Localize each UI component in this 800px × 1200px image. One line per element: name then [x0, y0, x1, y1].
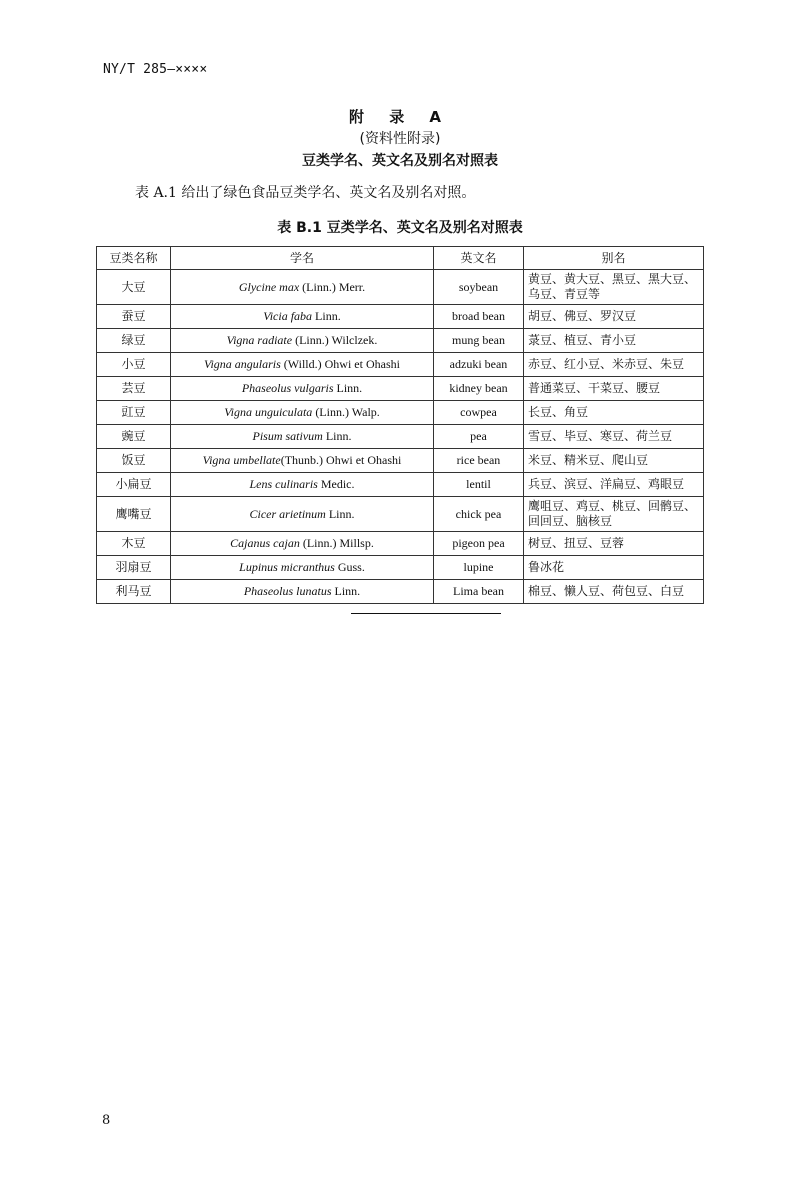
table-row — [97, 401, 704, 425]
cell-english-name: Lima bean — [434, 580, 524, 604]
table-row — [97, 449, 704, 473]
cell-english-name: lentil — [434, 473, 524, 497]
cell-scientific-name — [171, 580, 434, 604]
scientific-authority: Linn. — [333, 381, 363, 395]
scientific-binomial: Glycine max — [238, 279, 300, 294]
scientific-binomial: Vigna angularis — [204, 357, 281, 371]
header-alias: 别名 — [524, 247, 704, 270]
table-row — [97, 497, 704, 532]
scientific-binomial: Phaseolus vulgaris — [241, 381, 334, 395]
scientific-authority: (Linn.) Millsp. — [299, 536, 374, 550]
end-rule — [351, 613, 501, 614]
cell-alias: 菉豆、植豆、青小豆 — [524, 329, 704, 353]
header-bean-name: 豆类名称 — [97, 247, 171, 270]
cell-scientific-name — [171, 401, 434, 425]
cell-scientific-name — [171, 473, 434, 497]
table-row — [97, 270, 704, 305]
cell-bean-name: 羽扇豆 — [97, 556, 171, 580]
cell-bean-name: 饭豆 — [97, 449, 171, 473]
scientific-binomial: Vigna unguiculata — [224, 405, 313, 419]
cell-bean-name: 绿豆 — [97, 329, 171, 353]
cell-scientific-name — [171, 353, 434, 377]
scientific-binomial: Vigna radiate — [226, 333, 293, 347]
cell-alias: 普通菜豆、干菜豆、腰豆 — [524, 377, 704, 401]
cell-alias: 米豆、精米豆、爬山豆 — [524, 449, 704, 473]
scientific-authority: Linn. — [331, 584, 361, 598]
table-row — [97, 305, 704, 329]
cell-scientific-name — [171, 377, 434, 401]
scientific-authority: Linn. — [325, 506, 355, 521]
cell-alias: 树豆、扭豆、豆蓉 — [524, 532, 704, 556]
cell-alias: 棉豆、懒人豆、荷包豆、白豆 — [524, 580, 704, 604]
table-row — [97, 580, 704, 604]
cell-alias: 兵豆、滨豆、洋扁豆、鸡眼豆 — [524, 473, 704, 497]
table-header-row — [97, 247, 704, 270]
table-caption: 表 B.1 豆类学名、英文名及别名对照表 — [277, 220, 523, 236]
table-row — [97, 329, 704, 353]
cell-scientific-name — [171, 497, 434, 532]
cell-bean-name: 芸豆 — [97, 377, 171, 401]
cell-english-name: pigeon pea — [434, 532, 524, 556]
scientific-binomial: Lens culinaris — [249, 477, 318, 491]
annex-label: 附 录 A — [348, 108, 452, 126]
bean-names-table — [96, 246, 704, 604]
document-code: NY/T 285—×××× — [103, 62, 208, 77]
cell-alias: 黄豆、黄大豆、黑豆、黑大豆、乌豆、青豆等 — [524, 270, 704, 305]
scientific-authority: (Thunb.) Ohwi et Ohashi — [280, 453, 402, 467]
scientific-binomial: Vigna umbellate — [202, 453, 281, 467]
cell-bean-name: 利马豆 — [97, 580, 171, 604]
cell-english-name: kidney bean — [434, 377, 524, 401]
scientific-authority: (Linn.) Walp. — [312, 405, 380, 419]
scientific-authority: Medic. — [317, 477, 355, 491]
page-number: 8 — [102, 1113, 111, 1128]
table-row — [97, 353, 704, 377]
cell-alias: 赤豆、红小豆、米赤豆、朱豆 — [524, 353, 704, 377]
scientific-binomial: Cajanus cajan — [230, 536, 300, 550]
cell-english-name: adzuki bean — [434, 353, 524, 377]
header-english-name: 英文名 — [434, 247, 524, 270]
scientific-binomial: Cicer arietinum — [249, 506, 326, 521]
cell-scientific-name — [171, 425, 434, 449]
cell-alias: 雪豆、毕豆、寒豆、荷兰豆 — [524, 425, 704, 449]
cell-bean-name: 木豆 — [97, 532, 171, 556]
cell-scientific-name — [171, 449, 434, 473]
cell-bean-name: 小豆 — [97, 353, 171, 377]
scientific-authority: Linn. — [322, 429, 352, 443]
scientific-binomial: Vicia faba — [263, 309, 313, 323]
scientific-binomial: Phaseolus lunatus — [243, 584, 332, 598]
scientific-authority: (Linn.) Wilclzek. — [292, 333, 378, 347]
cell-bean-name: 小扁豆 — [97, 473, 171, 497]
cell-bean-name: 豌豆 — [97, 425, 171, 449]
scientific-authority: (Linn.) Merr. — [299, 279, 366, 294]
cell-english-name: soybean — [434, 270, 524, 305]
cell-scientific-name — [171, 556, 434, 580]
cell-bean-name: 蚕豆 — [97, 305, 171, 329]
table-row — [97, 425, 704, 449]
scientific-authority: Linn. — [312, 309, 341, 323]
table-row — [97, 556, 704, 580]
cell-bean-name: 鹰嘴豆 — [97, 497, 171, 532]
cell-english-name: rice bean — [434, 449, 524, 473]
annex-title: 豆类学名、英文名及别名对照表 — [302, 153, 498, 169]
cell-alias: 长豆、角豆 — [524, 401, 704, 425]
cell-scientific-name — [171, 532, 434, 556]
intro-paragraph: 表 A.1 给出了绿色食品豆类学名、英文名及别名对照。 — [135, 185, 476, 201]
scientific-binomial: Lupinus micranthus — [239, 560, 335, 574]
scientific-binomial: Pisum sativum — [252, 429, 323, 443]
cell-bean-name: 豇豆 — [97, 401, 171, 425]
cell-english-name: chick pea — [434, 497, 524, 532]
cell-alias: 鲁冰花 — [524, 556, 704, 580]
cell-bean-name: 大豆 — [97, 270, 171, 305]
cell-english-name: mung bean — [434, 329, 524, 353]
cell-scientific-name — [171, 270, 434, 305]
cell-alias: 鹰咀豆、鸡豆、桃豆、回鹘豆、回回豆、脑核豆 — [524, 497, 704, 532]
header-scientific-name: 学名 — [171, 247, 434, 270]
table-row — [97, 473, 704, 497]
annex-nature: (资料性附录) — [359, 131, 441, 147]
cell-english-name: lupine — [434, 556, 524, 580]
cell-english-name: broad bean — [434, 305, 524, 329]
cell-scientific-name — [171, 329, 434, 353]
cell-scientific-name — [171, 305, 434, 329]
cell-alias: 胡豆、佛豆、罗汉豆 — [524, 305, 704, 329]
scientific-authority: (Willd.) Ohwi et Ohashi — [280, 357, 400, 371]
scientific-authority: Guss. — [334, 560, 365, 574]
table-row — [97, 532, 704, 556]
cell-english-name: cowpea — [434, 401, 524, 425]
cell-english-name: pea — [434, 425, 524, 449]
table-row — [97, 377, 704, 401]
